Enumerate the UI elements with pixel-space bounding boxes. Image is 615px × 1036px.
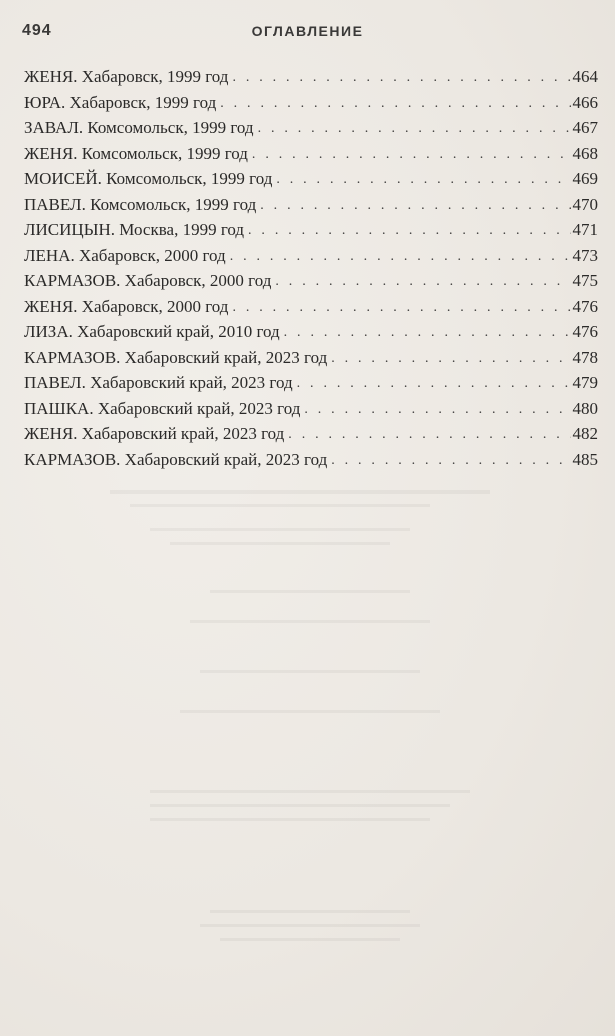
toc-entry-page: 485 bbox=[572, 449, 598, 469]
table-of-contents bbox=[24, 64, 598, 472]
toc-entry bbox=[24, 294, 598, 320]
toc-entry bbox=[24, 319, 598, 345]
toc-entry bbox=[24, 166, 598, 192]
toc-entry-title: ПАШКА. Хабаровский край, 2023 год bbox=[24, 398, 301, 418]
toc-dot-leader bbox=[232, 295, 570, 321]
toc-entry bbox=[24, 396, 598, 422]
toc-entry bbox=[24, 115, 598, 141]
toc-entry-title: ЖЕНЯ. Хабаровский край, 2023 год bbox=[24, 424, 285, 443]
toc-entry-title: ЖЕНЯ. Хабаровск, 2000 год bbox=[24, 296, 229, 316]
toc-dot-leader bbox=[252, 142, 571, 168]
toc-dot-leader bbox=[284, 320, 571, 346]
toc-entry-page: 470 bbox=[572, 194, 598, 214]
toc-dot-leader bbox=[220, 91, 570, 117]
toc-dot-leader bbox=[276, 167, 570, 193]
toc-dot-leader bbox=[275, 269, 570, 295]
toc-dot-leader bbox=[304, 397, 570, 423]
toc-entry-page: 464 bbox=[572, 67, 598, 86]
toc-entry-title: ПАВЕЛ. Комсомольск, 1999 год bbox=[24, 194, 257, 214]
toc-entry-title: МОИСЕЙ. Комсомольск, 1999 год bbox=[24, 169, 273, 188]
toc-entry bbox=[24, 268, 598, 294]
toc-entry-page: 471 bbox=[572, 220, 598, 239]
toc-entry-page: 473 bbox=[572, 245, 598, 265]
toc-entry bbox=[24, 345, 598, 371]
toc-entry-page: 475 bbox=[572, 271, 598, 290]
toc-entry-title: ПАВЕЛ. Хабаровский край, 2023 год bbox=[24, 373, 293, 392]
toc-entry-title: ЖЕНЯ. Комсомольск, 1999 год bbox=[24, 143, 248, 163]
reverse-side-show-through bbox=[90, 470, 550, 990]
toc-dot-leader bbox=[260, 193, 570, 219]
toc-entry-page: 476 bbox=[572, 296, 598, 316]
toc-entry-title: ЛИЗА. Хабаровский край, 2010 год bbox=[24, 322, 280, 341]
toc-entry-page: 468 bbox=[572, 143, 598, 163]
toc-dot-leader bbox=[230, 244, 571, 270]
toc-dot-leader bbox=[331, 448, 570, 474]
toc-dot-leader bbox=[258, 116, 571, 142]
toc-entry-page: 479 bbox=[572, 373, 598, 392]
toc-entry bbox=[24, 64, 598, 90]
toc-entry-page: 467 bbox=[572, 118, 598, 137]
running-title: ОГЛАВЛЕНИЕ bbox=[251, 23, 364, 39]
toc-dot-leader bbox=[331, 346, 570, 372]
toc-entry-page: 482 bbox=[572, 424, 598, 443]
toc-entry-title: КАРМАЗОВ. Хабаровский край, 2023 год bbox=[24, 449, 328, 469]
toc-dot-leader bbox=[232, 65, 570, 91]
page-number: 494 bbox=[22, 22, 52, 39]
toc-entry-title: КАРМАЗОВ. Хабаровск, 2000 год bbox=[24, 271, 272, 290]
toc-entry-page: 478 bbox=[572, 347, 598, 367]
toc-entry bbox=[24, 141, 598, 167]
toc-entry-title: ЛЕНА. Хабаровск, 2000 год bbox=[24, 245, 226, 265]
toc-entry bbox=[24, 421, 598, 447]
toc-dot-leader bbox=[248, 218, 570, 244]
toc-dot-leader bbox=[288, 422, 570, 448]
toc-entry bbox=[24, 90, 598, 116]
toc-entry bbox=[24, 217, 598, 243]
toc-entry-title: КАРМАЗОВ. Хабаровский край, 2023 год bbox=[24, 347, 328, 367]
toc-entry-title: ЗАВАЛ. Комсомольск, 1999 год bbox=[24, 118, 254, 137]
toc-entry bbox=[24, 192, 598, 218]
toc-entry-title: ЖЕНЯ. Хабаровск, 1999 год bbox=[24, 67, 229, 86]
toc-entry-title: ЮРА. Хабаровск, 1999 год bbox=[24, 92, 217, 112]
toc-entry-page: 466 bbox=[572, 92, 598, 112]
page-header bbox=[0, 22, 615, 46]
toc-entry bbox=[24, 447, 598, 473]
toc-entry-page: 480 bbox=[572, 398, 598, 418]
toc-dot-leader bbox=[297, 371, 571, 397]
toc-entry-page: 476 bbox=[572, 322, 598, 341]
toc-entry bbox=[24, 243, 598, 269]
toc-entry-page: 469 bbox=[572, 169, 598, 188]
toc-entry bbox=[24, 370, 598, 396]
toc-entry-title: ЛИСИЦЫН. Москва, 1999 год bbox=[24, 220, 245, 239]
